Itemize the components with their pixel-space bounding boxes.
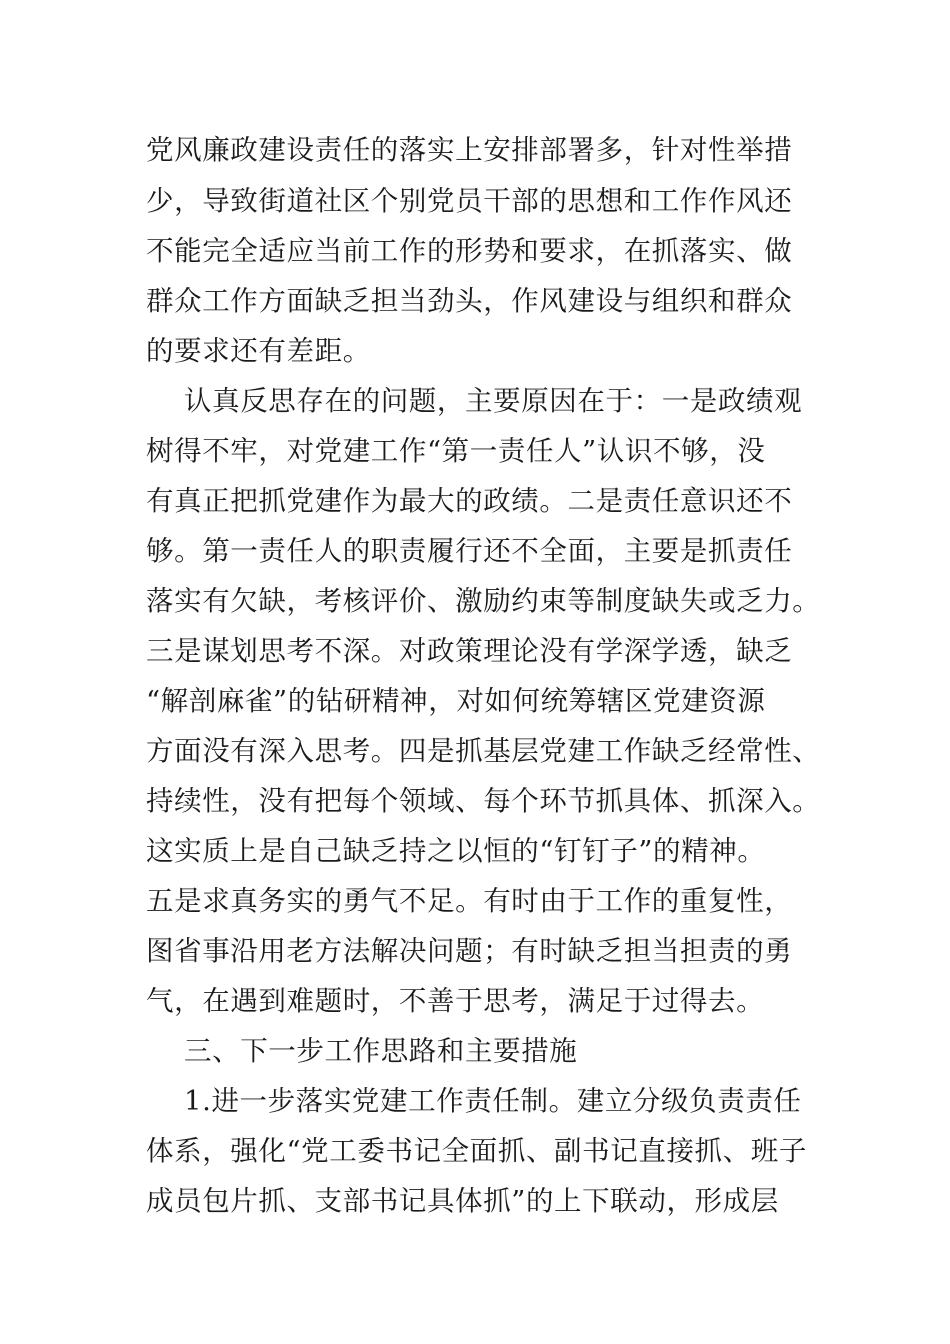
text-line: 方面没有深入思考。四是抓基层党建工作缺乏经常性、 bbox=[146, 735, 821, 767]
text-line: 党风廉政建设责任的落实上安排部署多，针对性举措 bbox=[146, 134, 793, 166]
text-line: 有真正把抓党建作为最大的政绩。二是责任意识还不 bbox=[146, 485, 793, 517]
text-line: 不能完全适应当前工作的形势和要求，在抓落实、做 bbox=[146, 235, 793, 267]
text-line: 树得不牢，对党建工作“第一责任人”认识不够，没 bbox=[146, 435, 766, 467]
text-line: 三是谋划思考不深。对政策理论没有学深学透，缺乏 bbox=[146, 635, 793, 667]
text-line: 持续性，没有把每个领域、每个环节抓具体、抓深入。 bbox=[146, 785, 821, 817]
section-heading: 三、下一步工作思路和主要措施 bbox=[184, 1035, 578, 1067]
text-line: 够。第一责任人的职责履行还不全面，主要是抓责任 bbox=[146, 535, 793, 567]
text-line: 的要求还有差距。 bbox=[146, 335, 371, 367]
text-line: 这实质上是自己缺乏持之以恒的“钉钉子”的精神。 bbox=[146, 835, 766, 867]
text-line: 成员包片抓、支部书记具体抓”的上下联动，形成层 bbox=[146, 1185, 779, 1217]
text-line: 气，在遇到难题时，不善于思考，满足于过得去。 bbox=[146, 985, 765, 1017]
text-line: 五是求真务实的勇气不足。有时由于工作的重复性， bbox=[146, 885, 793, 917]
text-line: “解剖麻雀”的钻研精神，对如何统筹辖区党建资源 bbox=[146, 685, 766, 717]
text-line: 群众工作方面缺乏担当劲头，作风建设与组织和群众 bbox=[146, 285, 793, 317]
paragraph-first-line: 1.进一步落实党建工作责任制。建立分级负责责任 bbox=[184, 1085, 802, 1117]
text-line: 体系，强化“党工委书记全面抓、副书记直接抓、班子 bbox=[146, 1135, 807, 1167]
text-line: 落实有欠缺，考核评价、激励约束等制度缺失或乏力。 bbox=[146, 585, 821, 617]
paragraph-first-line: 认真反思存在的问题，主要原因在于：一是政绩观 bbox=[184, 385, 803, 417]
text-line: 图省事沿用老方法解决问题；有时缺乏担当担责的勇 bbox=[146, 935, 793, 967]
text-line: 少，导致街道社区个别党员干部的思想和工作作风还 bbox=[146, 185, 793, 217]
